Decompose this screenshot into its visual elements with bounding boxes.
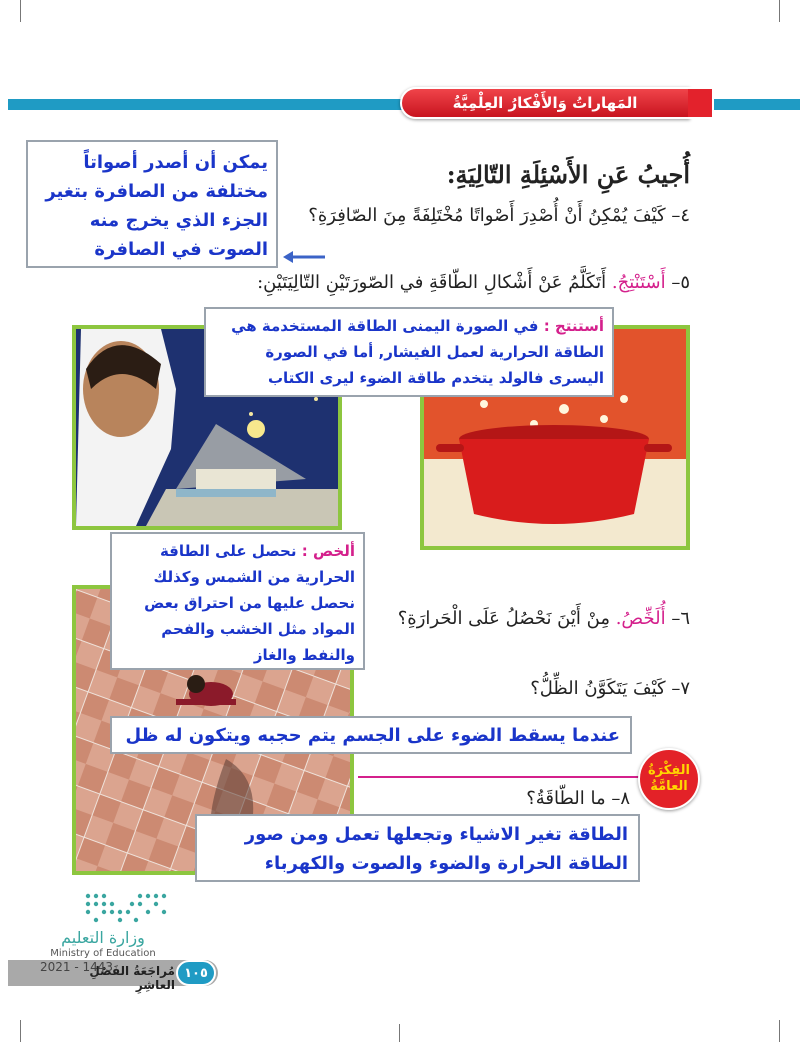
answer-7-callout — [110, 716, 632, 754]
question-6 — [370, 608, 690, 629]
crop-mark-bottom-right — [779, 1020, 780, 1042]
answer-8-text: الطاقة تغير الاشياء وتجعلها تعمل ومن صور الطاقة الحرارة والضوء والصوت والكهرباء — [244, 824, 628, 874]
big-idea-line-2: العامَّةُ — [650, 779, 688, 794]
question-5-text: أَتَكَلَّمُ عَنْ أَشْكالِ الطّاقَةِ في الصّورَتَيْنِ التّالِيَتَيْنِ: — [257, 272, 607, 293]
page-number-badge — [176, 960, 216, 986]
answer-6-text: نحصل على الطاقة الحرارية من الشمس وكذلك نحصل عليها من احتراق بعض المواد مثل الخشب والفحم والنفط والغاز — [144, 542, 355, 664]
ministry-name-arabic: وزارة التعليم — [61, 928, 145, 947]
question-7: ٧– كَيْفَ يَتَكَوَّنُ الظِّلُّ؟ — [530, 678, 690, 699]
answer-5-callout — [204, 307, 614, 397]
answer-4-text: يمكن أن أصدر أصواتاً مختلفة من الصافرة بتغير الجزء الذي يخرج منه الصوت في الصافرة — [45, 152, 268, 260]
arrow-icon — [283, 249, 325, 268]
big-idea-badge — [638, 748, 700, 810]
answer-4-callout — [26, 140, 278, 268]
exercise-heading: أُجيبُ عَنِ الأَسْئِلَةِ التّالِيَةِ: — [446, 160, 690, 189]
answer-6-callout — [110, 532, 365, 670]
crop-mark-top-left — [20, 0, 21, 22]
answer-5-text: في الصورة اليمنى الطاقة المستخدمة هي الطاقة الحرارية لعمل الفيشار, أما في الصورة اليسرى فالولد يتخدم طاقة الضوء ليرى الكتاب — [231, 317, 604, 387]
question-5 — [230, 272, 690, 293]
question-4: ٤– كَيْفَ يُمْكِنُ أَنْ أُصْدِرَ أَصْواتًا مُخْتَلِفَةً مِنَ الصّافِرَةِ؟ — [308, 205, 690, 226]
answer-8-callout — [195, 814, 640, 882]
ministry-logo-dots-icon — [80, 890, 180, 928]
page-number: ١٠٥ — [184, 965, 208, 981]
question-5-number: ٥– — [671, 272, 690, 293]
question-5-label: أَسْتَنْتِجُ. — [611, 272, 666, 293]
section-title: المَهاراتُ وَالأَفْكارُ العِلْمِيَّةُ — [400, 87, 690, 119]
answer-5-label: أستنتج : — [543, 317, 604, 335]
answer-7-text: عندما يسقط الضوء على الجسم يتم حجبه ويتكون له ظل — [125, 725, 620, 746]
question-8: ٨– ما الطّاقَةُ؟ — [526, 788, 630, 809]
big-idea-line-1: الفِكْرَةُ — [648, 763, 691, 778]
crop-mark-center-bottom — [399, 1024, 400, 1042]
answer-6-label: ألخص : — [301, 542, 355, 560]
question-6-number: ٦– — [671, 608, 690, 629]
question-6-text: مِنْ أَيْنَ نَحْصُلُ عَلَى الْحَرارَةِ؟ — [397, 608, 610, 629]
ministry-name-english: Ministry of Education — [50, 948, 156, 959]
question-6-label: أُلَخِّصُ. — [615, 608, 666, 629]
year-text: 2021 - 1443 — [40, 960, 114, 974]
section-title-end — [688, 87, 714, 119]
crop-mark-top-right — [779, 0, 780, 22]
answer-line — [358, 776, 648, 778]
chapter-review-label: مُراجَعَةُ الفَصْلِ العاشِرِ — [89, 964, 175, 992]
crop-mark-bottom-left — [20, 1020, 21, 1042]
